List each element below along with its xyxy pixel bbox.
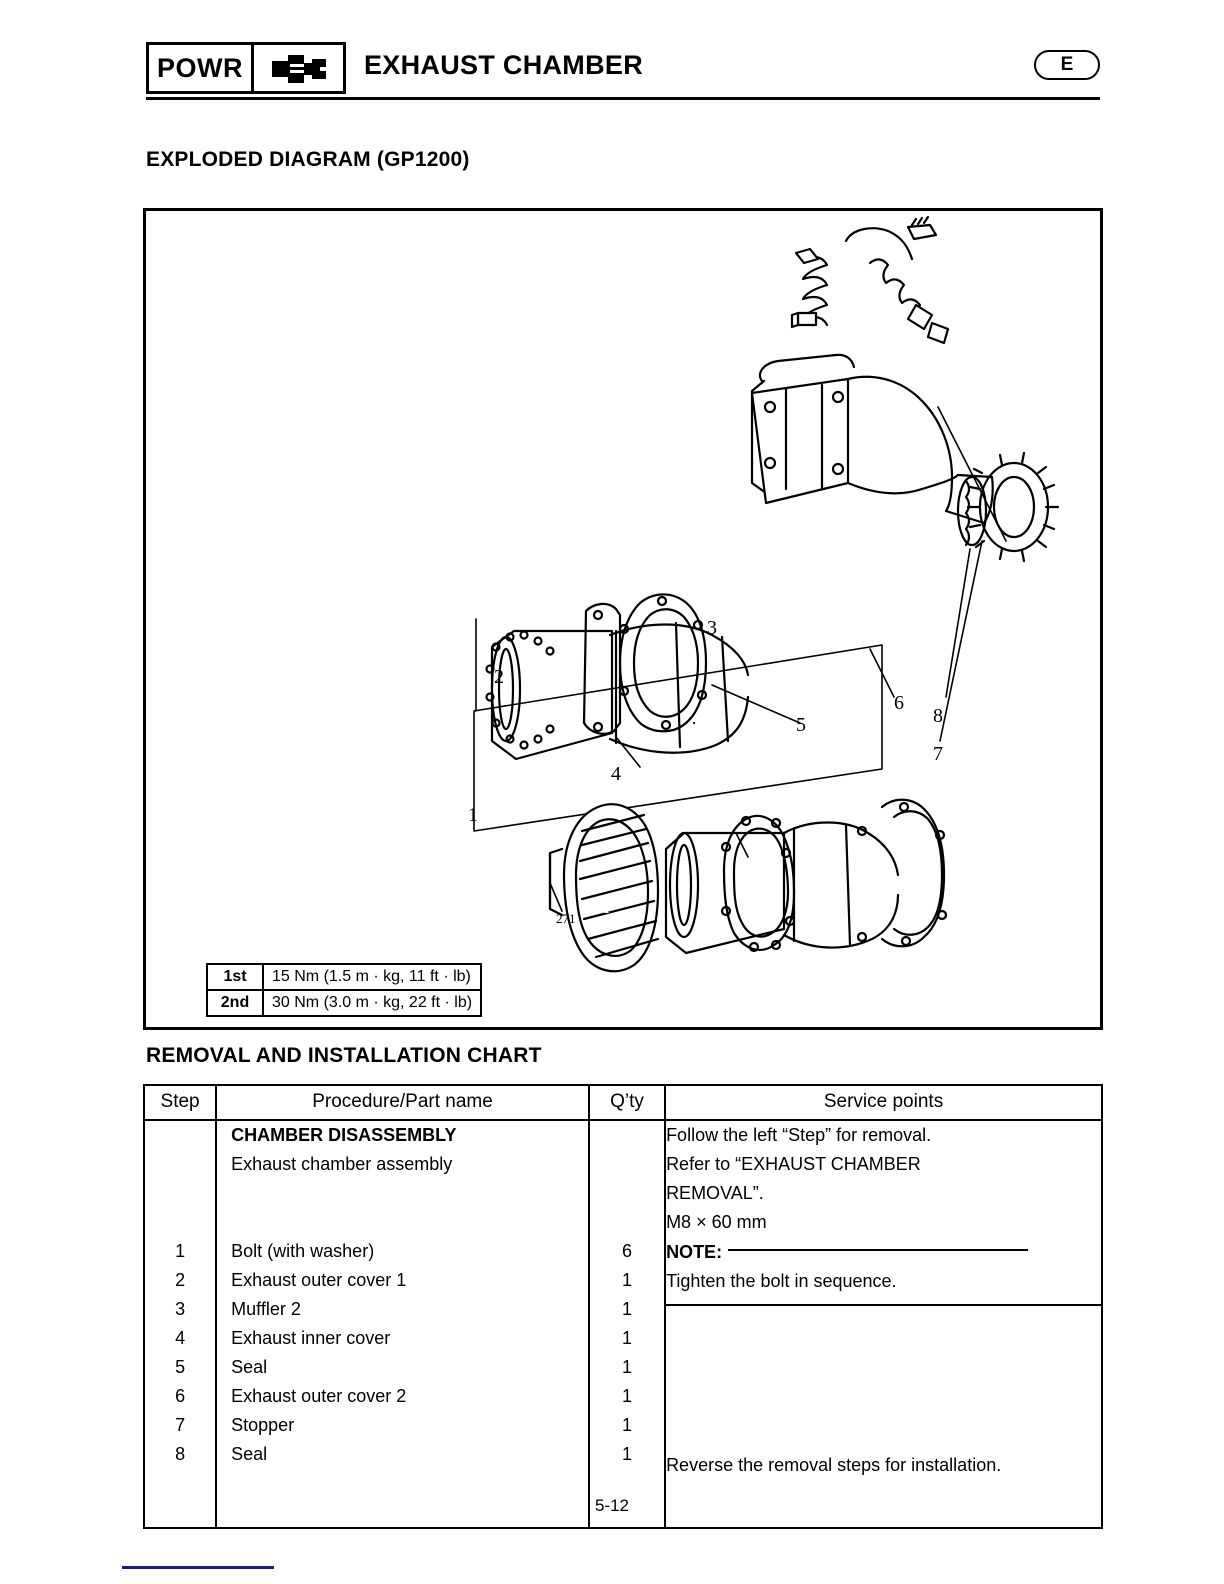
service-line-reverse: Reverse the removal steps for installation. xyxy=(666,1454,1002,1475)
callout-3: 3 xyxy=(707,617,717,639)
chart-qty-column xyxy=(589,1120,665,1528)
step-tail xyxy=(145,1469,215,1498)
qty-4: 1 xyxy=(621,1328,632,1348)
service-note-text: Tighten the bolt in sequence. xyxy=(666,1270,897,1291)
torque-spec-table xyxy=(206,963,482,1017)
engine-icon xyxy=(254,45,343,91)
chart-service-points-column xyxy=(665,1120,1102,1528)
removal-installation-chart xyxy=(143,1084,1103,1529)
exploded-diagram xyxy=(143,208,1103,1030)
qty-blank-2 xyxy=(590,1150,664,1179)
note-label: NOTE: xyxy=(666,1241,723,1262)
procedure-tail xyxy=(217,1469,588,1498)
service-filler-2 xyxy=(666,1335,1101,1364)
removal-chart-title: REMOVAL AND INSTALLATION CHART xyxy=(146,1044,542,1067)
procedure-heading: CHAMBER DISASSEMBLY xyxy=(231,1125,457,1145)
chart-header-procedure: Procedure/Part name xyxy=(216,1085,589,1120)
step-3: 3 xyxy=(175,1299,186,1319)
service-filler-4 xyxy=(666,1393,1101,1422)
step-6: 6 xyxy=(175,1386,186,1406)
callout-6: 6 xyxy=(894,692,904,714)
qty-1: 6 xyxy=(621,1241,632,1261)
callout-5: 5 xyxy=(796,714,806,736)
callout-2: 2 xyxy=(494,666,504,688)
procedure-assembly: Exhaust chamber assembly xyxy=(231,1154,453,1174)
chart-body-row xyxy=(144,1120,1102,1528)
chart-header-service-points: Service points xyxy=(665,1085,1102,1120)
service-line-bolt-size: M8 × 60 mm xyxy=(666,1212,767,1232)
page-title: EXHAUST CHAMBER xyxy=(364,50,644,80)
procedure-item-3: Muffler 2 xyxy=(231,1299,301,1319)
torque-step-1st: 1st xyxy=(207,964,263,990)
qty-5: 1 xyxy=(621,1357,632,1377)
service-filler-5 xyxy=(666,1422,1101,1451)
qty-3: 1 xyxy=(621,1299,632,1319)
torque-row-1st xyxy=(207,964,481,990)
powr-label: POWR xyxy=(157,52,243,83)
procedure-item-6: Exhaust outer cover 2 xyxy=(231,1386,407,1406)
service-filler-3 xyxy=(666,1364,1101,1393)
step-5: 5 xyxy=(175,1357,186,1377)
callout-4: 4 xyxy=(611,763,621,785)
callout-8: 8 xyxy=(933,705,943,727)
step-4: 4 xyxy=(175,1328,186,1348)
service-line-follow-step: Follow the left “Step” for removal. xyxy=(666,1125,932,1145)
chart-step-column xyxy=(144,1120,216,1528)
qty-spacer xyxy=(590,1179,664,1237)
step-blank-1 xyxy=(145,1121,215,1150)
torque-step-2nd: 2nd xyxy=(207,990,263,1016)
page-number: 5-12 xyxy=(594,1496,630,1515)
chart-header-row xyxy=(144,1085,1102,1120)
note-rule xyxy=(728,1249,1028,1251)
powr-badge xyxy=(146,42,346,94)
procedure-item-7: Stopper xyxy=(231,1415,295,1435)
callout-1: 1 xyxy=(468,804,478,826)
procedure-item-2: Exhaust outer cover 1 xyxy=(231,1270,407,1290)
torque-value-1st: 15 Nm (1.5 m · kg, 11 ft · lb) xyxy=(263,964,481,990)
chart-header-qty: Q’ty xyxy=(589,1085,665,1120)
procedure-item-5: Seal xyxy=(231,1357,268,1377)
exploded-diagram-title: EXPLODED DIAGRAM (GP1200) xyxy=(146,148,470,171)
service-filler-1 xyxy=(666,1306,1101,1335)
procedure-spacer xyxy=(217,1179,588,1237)
lt-marker-label: LT xyxy=(595,901,612,916)
lt-code-label: 271 xyxy=(556,911,576,926)
step-7: 7 xyxy=(175,1415,186,1435)
chart-procedure-column xyxy=(216,1120,589,1528)
torque-value-2nd: 30 Nm (3.0 m · kg, 22 ft · lb) xyxy=(263,990,481,1016)
page-header xyxy=(146,42,1100,98)
qty-8: 1 xyxy=(621,1444,632,1464)
chart-header-step: Step xyxy=(144,1085,216,1120)
torque-row-2nd xyxy=(207,990,481,1016)
procedure-item-4: Exhaust inner cover xyxy=(231,1328,391,1348)
service-line-refer-1: Refer to “EXHAUST CHAMBER xyxy=(666,1154,921,1174)
qty-tail xyxy=(590,1469,664,1498)
qty-6: 1 xyxy=(621,1386,632,1406)
procedure-item-1: Bolt (with washer) xyxy=(231,1241,375,1261)
chart-table xyxy=(143,1084,1103,1529)
qty-7: 1 xyxy=(621,1415,632,1435)
header-rule xyxy=(146,97,1100,100)
procedure-item-8: Seal xyxy=(231,1444,268,1464)
qty-blank-1 xyxy=(590,1121,664,1150)
language-badge: E xyxy=(1034,50,1100,80)
step-8: 8 xyxy=(175,1444,186,1464)
bottom-edge-mark xyxy=(122,1566,274,1569)
step-blank-2 xyxy=(145,1150,215,1179)
service-note-header xyxy=(666,1237,1101,1267)
step-1: 1 xyxy=(175,1241,186,1261)
callout-7: 7 xyxy=(933,743,943,765)
step-spacer xyxy=(145,1179,215,1237)
service-line-refer-2: REMOVAL”. xyxy=(666,1183,764,1203)
exploded-diagram-illustration xyxy=(146,211,1100,1027)
qty-2: 1 xyxy=(621,1270,632,1290)
step-2: 2 xyxy=(175,1270,186,1290)
